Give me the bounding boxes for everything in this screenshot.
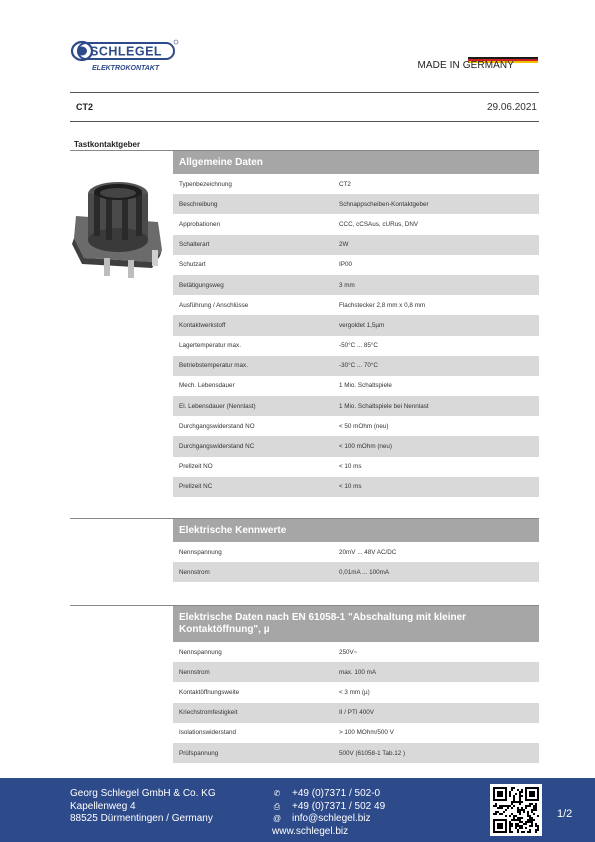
row-value: 3 mm <box>339 281 355 289</box>
electrical-data-table <box>173 542 539 582</box>
row-value: 2W <box>339 241 349 249</box>
row-key: Prüfspannung <box>179 749 219 757</box>
table-row <box>173 376 539 396</box>
table-row <box>173 255 539 275</box>
row-value: < 50 mOhm (neu) <box>339 422 389 430</box>
phone-number[interactable]: +49 (0)7371 / 502-0 <box>292 788 381 799</box>
table-row <box>173 336 539 356</box>
table-row <box>173 356 539 376</box>
row-value: CCC, cCSAus, cURus, DNV <box>339 220 419 228</box>
table-row <box>173 295 539 315</box>
section-title-general: Allgemeine Daten <box>173 151 539 174</box>
website-link[interactable]: www.schlegel.biz <box>272 825 349 837</box>
row-key: Kontaktöffnungsweite <box>179 688 240 696</box>
page-number: 1/2 <box>557 808 573 820</box>
footer <box>0 778 595 842</box>
table-row <box>173 542 539 562</box>
table-row <box>173 723 539 743</box>
row-key: Nennstrom <box>179 668 210 676</box>
section-title-en61058 <box>173 606 539 642</box>
table-row <box>173 315 539 335</box>
table-row <box>173 743 539 763</box>
company-street: Kapellenweg 4 <box>70 800 136 812</box>
product-category: Tastkontaktgeber <box>74 140 141 149</box>
table-row <box>173 642 539 662</box>
table-row <box>173 477 539 497</box>
product-code: CT2 <box>76 102 94 112</box>
table-row <box>173 396 539 416</box>
table-row <box>173 214 539 234</box>
row-key: Prellzeit NO <box>179 463 213 471</box>
row-value: max. 100 mA <box>339 668 377 676</box>
row-value: -30°C ... 70°C <box>339 362 378 370</box>
company-name: Georg Schlegel GmbH & Co. KG <box>70 788 216 799</box>
row-value: CT2 <box>339 180 351 188</box>
table-row <box>173 703 539 723</box>
row-value: > 100 MOhm/500 V <box>339 729 394 737</box>
section-title-line-2: Kontaktöffnung", µ <box>179 624 270 635</box>
en61058-data-table <box>173 642 539 763</box>
row-value: II / PTI 400V <box>339 709 374 717</box>
row-key: Schalterart <box>179 241 210 249</box>
table-row <box>173 436 539 456</box>
row-value: Schnappscheiben-Kontaktgeber <box>339 200 429 208</box>
fax-number: +49 (0)7371 / 502 49 <box>292 800 386 812</box>
section-title-electrical: Elektrische Kennwerte <box>173 519 539 542</box>
general-data-table <box>173 174 539 497</box>
company-address <box>70 788 216 826</box>
row-key: Beschreibung <box>179 200 218 208</box>
row-key: Nennspannung <box>179 648 222 656</box>
row-key: Lagertemperatur max. <box>179 342 241 350</box>
email-icon: @ <box>272 814 282 823</box>
row-key: Kontaktwerkstoff <box>179 321 226 329</box>
row-value: vergoldet 1,5µm <box>339 321 385 329</box>
header-divider-2 <box>70 121 539 122</box>
header-divider <box>70 92 539 93</box>
company-city: 88525 Dürmentingen / Germany <box>70 813 213 824</box>
table-row <box>173 275 539 295</box>
row-value: 1 Mio. Schaltspiele <box>339 382 392 390</box>
row-key: Betätigungsweg <box>179 281 224 289</box>
row-key: Approbationen <box>179 220 220 228</box>
row-key: Isolationswiderstand <box>179 729 237 737</box>
row-value: Flachstecker 2,8 mm x 0,8 mm <box>339 301 426 309</box>
row-value: < 10 ms <box>339 483 362 491</box>
row-key: Mech. Lebensdauer <box>179 382 235 390</box>
table-row <box>173 235 539 255</box>
table-row <box>173 174 539 194</box>
brand-logo-sub: ELEKTROKONTAKT <box>92 65 160 72</box>
row-key: Nennspannung <box>179 548 222 556</box>
row-value: 250V~ <box>339 648 358 656</box>
phone-icon: ✆ <box>273 789 281 798</box>
row-value: < 3 mm (µ) <box>339 688 370 696</box>
table-row <box>173 562 539 582</box>
fax-icon: ⎙ <box>273 801 281 811</box>
row-key: Prellzeit NC <box>179 483 213 491</box>
qr-code <box>490 784 542 836</box>
row-key: Ausführung / Anschlüsse <box>179 301 249 309</box>
table-row <box>173 662 539 682</box>
row-value: < 10 ms <box>339 463 362 471</box>
row-value: 500V (61058-1 Tab.12 ) <box>339 749 406 757</box>
row-key: Kriechstromfestigkeit <box>179 709 238 717</box>
product-image <box>72 176 164 284</box>
row-key: Durchgangswiderstand NC <box>179 443 255 451</box>
table-row <box>173 194 539 214</box>
email-link[interactable]: info@schlegel.biz <box>292 813 371 824</box>
row-value: < 100 mOhm (neu) <box>339 443 393 451</box>
table-row <box>173 682 539 702</box>
document-date: 29.06.2021 <box>486 102 537 113</box>
row-key: Typenbezeichnung <box>179 180 232 188</box>
section-title-line-1: Elektrische Daten nach EN 61058-1 "Abschaltung mit kleiner <box>179 612 467 623</box>
brand-logo-text: SCHLEGEL <box>90 44 163 59</box>
table-row <box>173 457 539 477</box>
row-key: El. Lebensdauer (Nennlast) <box>179 402 256 410</box>
row-key: Betriebstemperatur max. <box>179 362 248 370</box>
row-value: 20mV ... 48V AC/DC <box>339 548 397 556</box>
table-row <box>173 416 539 436</box>
row-key: Schutzart <box>179 261 206 269</box>
row-value: -50°C ... 85°C <box>339 342 378 350</box>
row-key: Nennstrom <box>179 568 210 576</box>
company-contact <box>270 788 385 838</box>
row-value: 0,01mA ... 100mA <box>339 568 390 576</box>
row-key: Durchgangswiderstand NO <box>179 422 255 430</box>
made-in-germany: MADE IN GERMANY <box>417 60 514 71</box>
row-value: IP00 <box>339 261 352 269</box>
row-value: 1 Mio. Schaltspiele bei Nennlast <box>339 402 429 410</box>
schlegel-logo <box>70 38 180 72</box>
